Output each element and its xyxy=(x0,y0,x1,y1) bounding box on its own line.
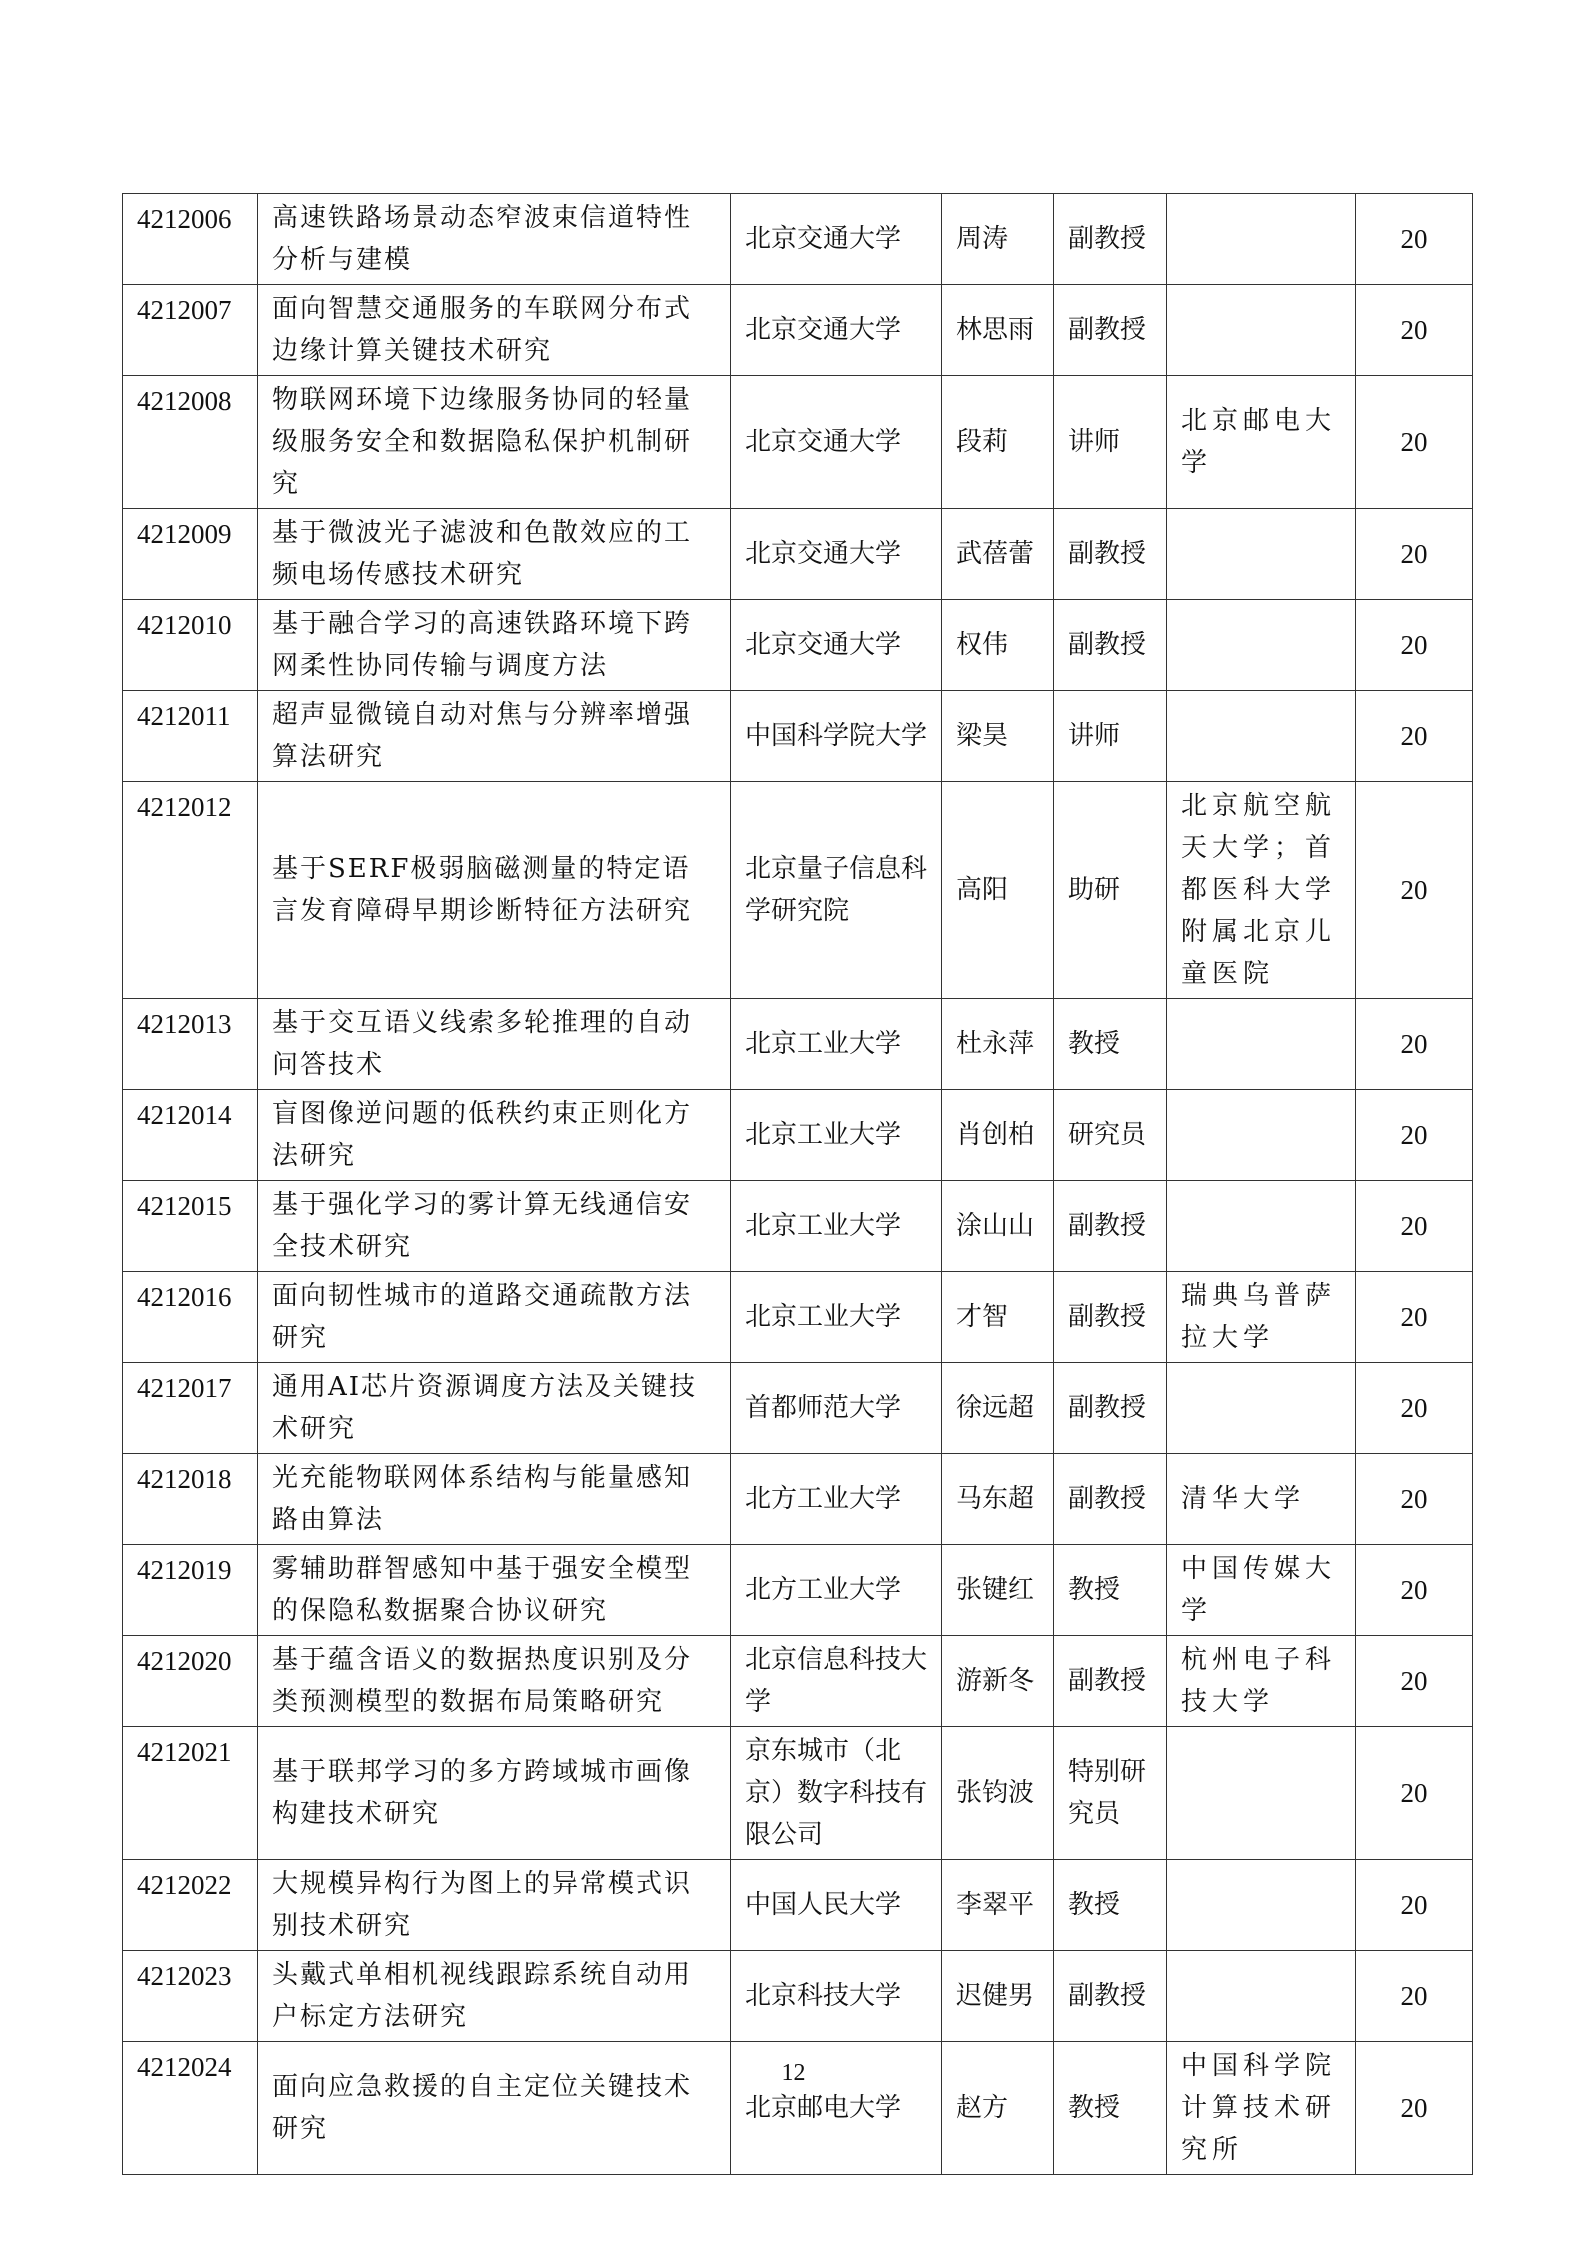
table-row xyxy=(123,1636,1473,1727)
host-unit-cell: 京东城市（北京）数字科技有限公司 xyxy=(731,1727,942,1860)
funding-cell: 20 xyxy=(1356,509,1473,600)
project-title-cell: 基于融合学习的高速铁路环境下跨网柔性协同传输与调度方法 xyxy=(258,600,731,691)
table-row xyxy=(123,1090,1473,1181)
principal-investigator-cell: 赵方 xyxy=(942,2042,1054,2175)
principal-investigator-cell: 林思雨 xyxy=(942,285,1054,376)
principal-investigator-cell: 段莉 xyxy=(942,376,1054,509)
project-id-cell: 4212020 xyxy=(123,1636,258,1727)
project-title-cell: 基于联邦学习的多方跨域城市画像构建技术研究 xyxy=(258,1727,731,1860)
job-title-cell: 教授 xyxy=(1054,1860,1167,1951)
partner-unit-cell xyxy=(1167,509,1356,600)
project-table xyxy=(122,193,1473,2175)
host-unit-cell: 中国科学院大学 xyxy=(731,691,942,782)
funding-cell: 20 xyxy=(1356,1090,1473,1181)
principal-investigator-cell: 才智 xyxy=(942,1272,1054,1363)
project-id-cell: 4212023 xyxy=(123,1951,258,2042)
partner-unit-cell xyxy=(1167,285,1356,376)
principal-investigator-cell: 迟健男 xyxy=(942,1951,1054,2042)
project-id-cell: 4212024 xyxy=(123,2042,258,2175)
project-title-cell: 通用AI芯片资源调度方法及关键技术研究 xyxy=(258,1363,731,1454)
job-title-cell: 副教授 xyxy=(1054,1951,1167,2042)
project-id-cell: 4212008 xyxy=(123,376,258,509)
host-unit-cell: 北京交通大学 xyxy=(731,194,942,285)
partner-unit-cell xyxy=(1167,600,1356,691)
principal-investigator-cell: 周涛 xyxy=(942,194,1054,285)
partner-unit-cell: 中国传媒大学 xyxy=(1167,1545,1356,1636)
partner-unit-cell: 瑞典乌普萨拉大学 xyxy=(1167,1272,1356,1363)
project-title-cell: 头戴式单相机视线跟踪系统自动用户标定方法研究 xyxy=(258,1951,731,2042)
funding-cell: 20 xyxy=(1356,1545,1473,1636)
host-unit-cell: 北京科技大学 xyxy=(731,1951,942,2042)
funding-cell: 20 xyxy=(1356,285,1473,376)
funding-cell: 20 xyxy=(1356,999,1473,1090)
funding-cell: 20 xyxy=(1356,1636,1473,1727)
funding-cell: 20 xyxy=(1356,1363,1473,1454)
principal-investigator-cell: 高阳 xyxy=(942,782,1054,999)
project-id-cell: 4212021 xyxy=(123,1727,258,1860)
principal-investigator-cell: 游新冬 xyxy=(942,1636,1054,1727)
partner-unit-cell xyxy=(1167,194,1356,285)
principal-investigator-cell: 杜永萍 xyxy=(942,999,1054,1090)
project-id-cell: 4212011 xyxy=(123,691,258,782)
project-title-cell: 基于交互语义线索多轮推理的自动问答技术 xyxy=(258,999,731,1090)
host-unit-cell: 北京交通大学 xyxy=(731,376,942,509)
table-row xyxy=(123,600,1473,691)
principal-investigator-cell: 肖创柏 xyxy=(942,1090,1054,1181)
funding-cell: 20 xyxy=(1356,2042,1473,2175)
partner-unit-cell: 北京邮电大学 xyxy=(1167,376,1356,509)
funding-cell: 20 xyxy=(1356,1860,1473,1951)
project-title-cell: 雾辅助群智感知中基于强安全模型的保隐私数据聚合协议研究 xyxy=(258,1545,731,1636)
partner-unit-cell xyxy=(1167,1727,1356,1860)
principal-investigator-cell: 武蓓蕾 xyxy=(942,509,1054,600)
host-unit-cell: 北京工业大学 xyxy=(731,1181,942,1272)
project-id-cell: 4212022 xyxy=(123,1860,258,1951)
project-title-cell: 超声显微镜自动对焦与分辨率增强算法研究 xyxy=(258,691,731,782)
project-id-cell: 4212018 xyxy=(123,1454,258,1545)
host-unit-cell: 北京交通大学 xyxy=(731,600,942,691)
project-title-cell: 面向智慧交通服务的车联网分布式边缘计算关键技术研究 xyxy=(258,285,731,376)
host-unit-cell: 北方工业大学 xyxy=(731,1545,942,1636)
job-title-cell: 副教授 xyxy=(1054,1636,1167,1727)
principal-investigator-cell: 马东超 xyxy=(942,1454,1054,1545)
table-row xyxy=(123,285,1473,376)
project-id-cell: 4212007 xyxy=(123,285,258,376)
job-title-cell: 讲师 xyxy=(1054,691,1167,782)
job-title-cell: 副教授 xyxy=(1054,1363,1167,1454)
host-unit-cell: 北京交通大学 xyxy=(731,509,942,600)
principal-investigator-cell: 涂山山 xyxy=(942,1181,1054,1272)
table-row xyxy=(123,376,1473,509)
host-unit-cell: 北京交通大学 xyxy=(731,285,942,376)
partner-unit-cell xyxy=(1167,1090,1356,1181)
project-title-cell: 高速铁路场景动态窄波束信道特性分析与建模 xyxy=(258,194,731,285)
partner-unit-cell xyxy=(1167,1860,1356,1951)
principal-investigator-cell: 张键红 xyxy=(942,1545,1054,1636)
table-row xyxy=(123,194,1473,285)
job-title-cell: 研究员 xyxy=(1054,1090,1167,1181)
job-title-cell: 助研 xyxy=(1054,782,1167,999)
host-unit-cell: 北京工业大学 xyxy=(731,999,942,1090)
page-number: 12 xyxy=(781,2060,806,2086)
table-body xyxy=(123,194,1473,2175)
partner-unit-cell: 清华大学 xyxy=(1167,1454,1356,1545)
job-title-cell: 讲师 xyxy=(1054,376,1167,509)
funding-cell: 20 xyxy=(1356,1181,1473,1272)
table-row xyxy=(123,1545,1473,1636)
job-title-cell: 特别研究员 xyxy=(1054,1727,1167,1860)
table-row xyxy=(123,1272,1473,1363)
project-id-cell: 4212006 xyxy=(123,194,258,285)
table-row xyxy=(123,1363,1473,1454)
job-title-cell: 副教授 xyxy=(1054,509,1167,600)
project-id-cell: 4212017 xyxy=(123,1363,258,1454)
table-row xyxy=(123,1951,1473,2042)
funding-cell: 20 xyxy=(1356,691,1473,782)
table-row xyxy=(123,691,1473,782)
project-id-cell: 4212012 xyxy=(123,782,258,999)
job-title-cell: 教授 xyxy=(1054,1545,1167,1636)
table-row xyxy=(123,1454,1473,1545)
job-title-cell: 副教授 xyxy=(1054,194,1167,285)
host-unit-cell: 北京邮电大学 xyxy=(731,2042,942,2175)
table-row xyxy=(123,1727,1473,1860)
principal-investigator-cell: 李翠平 xyxy=(942,1860,1054,1951)
project-title-cell: 盲图像逆问题的低秩约束正则化方法研究 xyxy=(258,1090,731,1181)
principal-investigator-cell: 权伟 xyxy=(942,600,1054,691)
project-id-cell: 4212009 xyxy=(123,509,258,600)
project-title-cell: 基于强化学习的雾计算无线通信安全技术研究 xyxy=(258,1181,731,1272)
partner-unit-cell: 北京航空航天大学；首都医科大学附属北京儿童医院 xyxy=(1167,782,1356,999)
partner-unit-cell: 杭州电子科技大学 xyxy=(1167,1636,1356,1727)
partner-unit-cell xyxy=(1167,691,1356,782)
job-title-cell: 教授 xyxy=(1054,999,1167,1090)
partner-unit-cell xyxy=(1167,1181,1356,1272)
principal-investigator-cell: 张钧波 xyxy=(942,1727,1054,1860)
job-title-cell: 副教授 xyxy=(1054,1272,1167,1363)
partner-unit-cell xyxy=(1167,1951,1356,2042)
host-unit-cell: 北京工业大学 xyxy=(731,1272,942,1363)
table-row xyxy=(123,1181,1473,1272)
host-unit-cell: 北方工业大学 xyxy=(731,1454,942,1545)
partner-unit-cell: 中国科学院计算技术研究所 xyxy=(1167,2042,1356,2175)
job-title-cell: 副教授 xyxy=(1054,1454,1167,1545)
job-title-cell: 副教授 xyxy=(1054,600,1167,691)
funding-cell: 20 xyxy=(1356,1272,1473,1363)
project-id-cell: 4212015 xyxy=(123,1181,258,1272)
funding-cell: 20 xyxy=(1356,782,1473,999)
project-title-cell: 光充能物联网体系结构与能量感知路由算法 xyxy=(258,1454,731,1545)
funding-cell: 20 xyxy=(1356,194,1473,285)
funding-cell: 20 xyxy=(1356,1454,1473,1545)
partner-unit-cell xyxy=(1167,999,1356,1090)
funding-cell: 20 xyxy=(1356,600,1473,691)
job-title-cell: 副教授 xyxy=(1054,1181,1167,1272)
host-unit-cell: 首都师范大学 xyxy=(731,1363,942,1454)
project-id-cell: 4212014 xyxy=(123,1090,258,1181)
host-unit-cell: 中国人民大学 xyxy=(731,1860,942,1951)
funding-cell: 20 xyxy=(1356,1951,1473,2042)
project-title-cell: 基于SERF极弱脑磁测量的特定语言发育障碍早期诊断特征方法研究 xyxy=(258,782,731,999)
project-id-cell: 4212013 xyxy=(123,999,258,1090)
project-title-cell: 面向韧性城市的道路交通疏散方法研究 xyxy=(258,1272,731,1363)
funding-cell: 20 xyxy=(1356,1727,1473,1860)
job-title-cell: 教授 xyxy=(1054,2042,1167,2175)
host-unit-cell: 北京量子信息科学研究院 xyxy=(731,782,942,999)
funding-cell: 20 xyxy=(1356,376,1473,509)
table-row xyxy=(123,782,1473,999)
project-title-cell: 面向应急救援的自主定位关键技术研究 xyxy=(258,2042,731,2175)
project-title-cell: 基于蕴含语义的数据热度识别及分类预测模型的数据布局策略研究 xyxy=(258,1636,731,1727)
project-title-cell: 大规模异构行为图上的异常模式识别技术研究 xyxy=(258,1860,731,1951)
host-unit-cell: 北京信息科技大学 xyxy=(731,1636,942,1727)
project-title-cell: 基于微波光子滤波和色散效应的工频电场传感技术研究 xyxy=(258,509,731,600)
table-row xyxy=(123,509,1473,600)
table-row xyxy=(123,999,1473,1090)
partner-unit-cell xyxy=(1167,1363,1356,1454)
principal-investigator-cell: 徐远超 xyxy=(942,1363,1054,1454)
table-row xyxy=(123,1860,1473,1951)
project-id-cell: 4212010 xyxy=(123,600,258,691)
job-title-cell: 副教授 xyxy=(1054,285,1167,376)
project-title-cell: 物联网环境下边缘服务协同的轻量级服务安全和数据隐私保护机制研究 xyxy=(258,376,731,509)
host-unit-cell: 北京工业大学 xyxy=(731,1090,942,1181)
principal-investigator-cell: 梁昊 xyxy=(942,691,1054,782)
project-id-cell: 4212019 xyxy=(123,1545,258,1636)
project-id-cell: 4212016 xyxy=(123,1272,258,1363)
